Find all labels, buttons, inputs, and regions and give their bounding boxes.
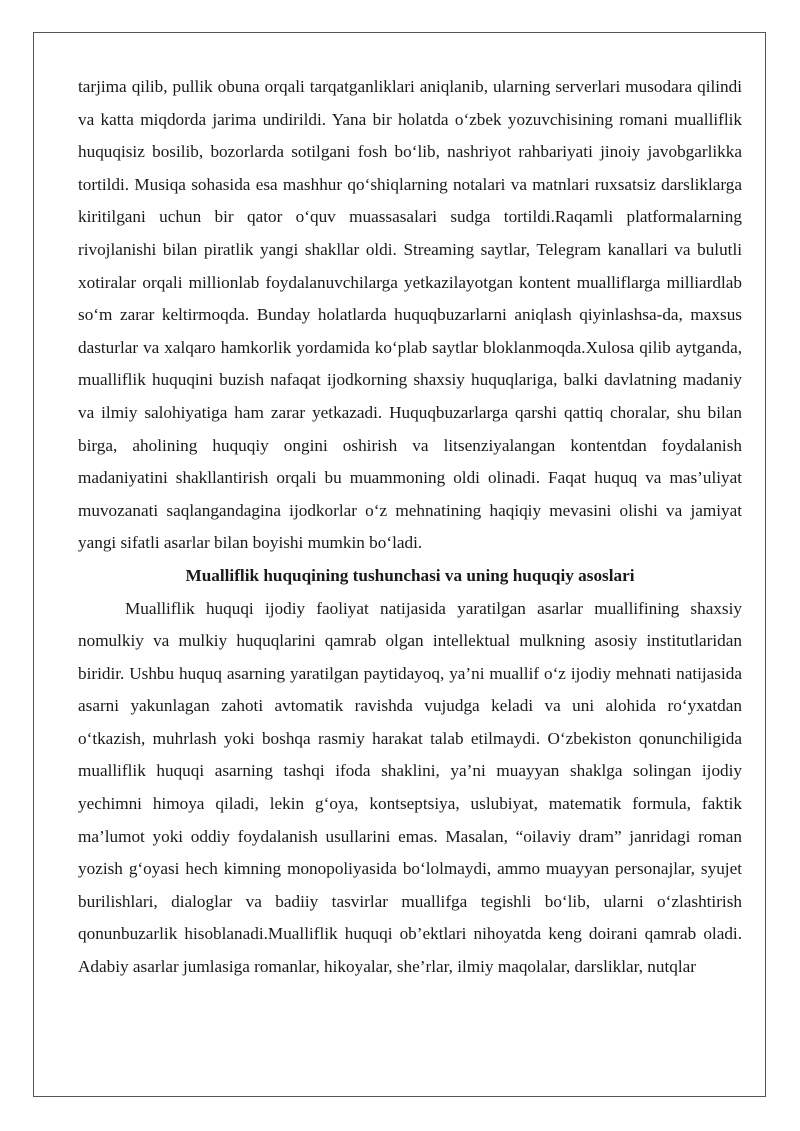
body-paragraph: Mualliflik huquqi ijodiy faoliyat natijasida yaratilgan asarlar muallifining shaxsiy nomulkiy va mulkiy huquqlarini qamrab olgan intellektual mulkning asosiy institutlaridan biridir. Ushbu huquq asarning yaratilgan paytidayoq, ya’ni muallif o‘z ijodiy mehnati natijasida asarni yakunlagan zahoti avtomatik ravishda vujudga keladi va uni alohida ro‘yxatdan o‘tkazish, muhrlash yoki boshqa rasmiy harakat talab etilmaydi. O‘zbekiston qonunchiligida mualliflik huquqi asarning tashqi ifoda shaklini, ya’ni muayyan shaklga solingan ijodiy yechimni himoya qiladi, lekin g‘oya, kontseptsiya, uslubiyat, matematik formula, faktik ma’lumot yoki oddiy foydalanish usullarini emas. Masalan, “oilaviy dram” janridagi roman yozish g‘oyasi hech kimning monopoliyasida bo‘lolmaydi, ammo muayyan personajlar, syujet burilishlari, dialoglar va badiiy tasvirlar muallifga tegishli bo‘lib, ularni o‘zlashtirish qonunbuzarlik hisoblanadi.Mualliflik huquqi ob’ektlari nihoyatda keng doirani qamrab oladi. Adabiy asarlar jumlasiga romanlar, hikoyalar, she’rlar, ilmiy maqolalar, darsliklar, nutqlar xyxy=(78,598,742,977)
document-body xyxy=(78,71,742,984)
body-paragraph: tarjima qilib, pullik obuna orqali tarqatganliklari aniqlanib, ularning serverlari musodara qilindi va katta miqdorda jarima undirildi. Yana bir holatda o‘zbek yozuvchisining romani mualliflik huquqisiz bosilib, bozorlarda sotilgani fosh bo‘lib, nashriyot rahbariyati jinoiy javobgarlikka tortildi. Musiqa sohasida esa mashhur qo‘shiqlarning notalari va matnlari ruxsatsiz darsliklarga kiritilgani uchun bir qator o‘quv muassasalari sudga tortildi.Raqamli platformalarning rivojlanishi bilan piratlik yangi shakllar oldi. Streaming saytlar, Telegram kanallari va bulutli xotiralar orqali millionlab foydalanuvchilarga yetkazilayotgan kontent mualliflarga milliardlab so‘m zarar keltirmoqda. Bunday holatlarda huquqbuzarlarni aniqlash qiyinlashsa-da, maxsus dasturlar va xalqaro hamkorlik yordamida ko‘plab saytlar bloklanmoqda.Xulosa qilib aytganda, mualliflik huquqini buzish nafaqat ijodkorning shaxsiy huquqlariga, balki davlatning madaniy va ilmiy salohiyatiga ham zarar yetkazadi. Huquqbuzarlarga qarshi qattiq choralar, shu bilan birga, aholining huquqiy ongini oshirish va litsenziyalangan kontentdan foydalanish madaniyatini shakllantirish orqali bu muammoning oldi olinadi. Faqat huquq va mas’uliyat muvozanati saqlangandagina ijodkorlar o‘z mehnatining haqiqiy mevasini olishi va jamiyat yangi sifatli asarlar bilan boyishi mumkin bo‘ladi. xyxy=(78,77,742,553)
section-heading: Mualliflik huquqining tushunchasi va uning huquqiy asoslari xyxy=(185,565,635,585)
